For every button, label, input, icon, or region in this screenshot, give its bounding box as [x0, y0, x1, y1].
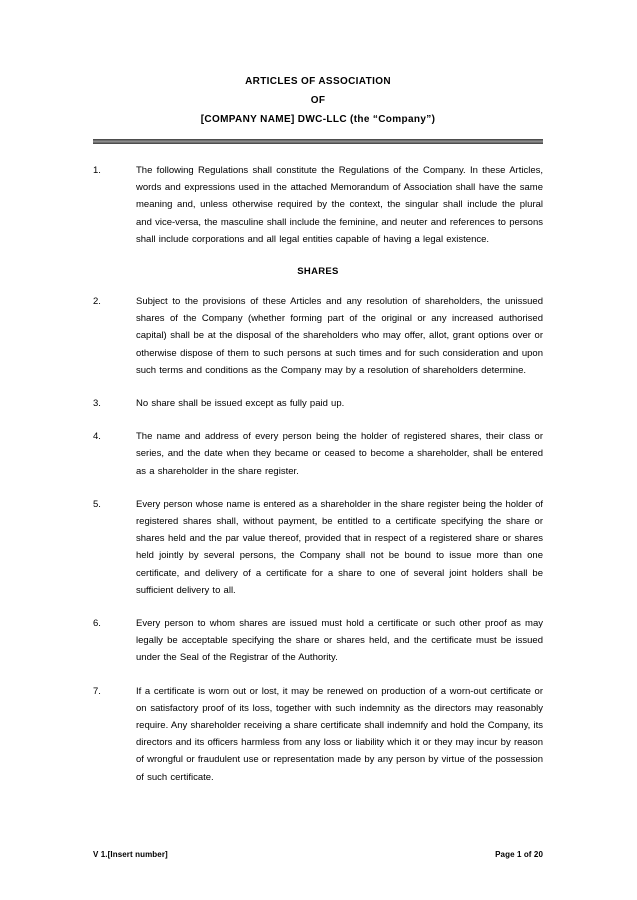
title-divider-rule — [93, 139, 543, 144]
clause-text: The name and address of every person being the holder of registered shares, their class or series, and the date when they became or ceased to become a shareholder, shall be entered as a shareholder in the share register. — [136, 431, 543, 477]
section-heading-shares: SHARES — [297, 266, 339, 278]
clause-2 — [93, 293, 543, 379]
title-line-1: ARTICLES OF ASSOCIATION — [245, 76, 391, 87]
clause-1 — [93, 162, 543, 248]
clause-text: Every person whose name is entered as a shareholder in the share register being the holder of registered shares shall, without payment, be entitled to a certificate specifying the share or shares held and the par value thereof, provided that in respect of a registered share or shares held jointly by several persons, the Company shall not be bound to issue more than one certificate, and delivery of a certificate for a share to one of several joint holders shall be sufficient delivery to all. — [136, 498, 543, 596]
clause-text: No share shall be issued except as fully paid up. — [136, 398, 345, 410]
footer-page-number: Page 1 of 20 — [495, 850, 543, 859]
clause-number: 6. — [93, 618, 101, 630]
clause-number: 7. — [93, 685, 101, 697]
page-footer — [93, 850, 543, 859]
document-title-block — [93, 72, 543, 129]
clause-text: Subject to the provisions of these Articles and any resolution of shareholders, the unissued shares of the Company (whether forming part of the original or any increased authorised capital) shall be at the disposal of the shareholders who may offer, allot, grant options over or otherwise dispose of them to such persons at such times and for such consideration and upon such terms and conditions as the Company may by a resolution of shareholders determine. — [136, 296, 543, 376]
footer-version: V 1.[Insert number] — [93, 850, 168, 859]
clause-number: 5. — [93, 498, 101, 510]
clause-text: If a certificate is worn out or lost, it may be renewed on production of a worn-out certificate or on satisfactory proof of its loss, together with such indemnity as the directors may reasonably require. Any shareholder receiving a share certificate shall indemnify and hold the Company, its directors and its officers harmless from any loss or liability which it or they may incur by reason of wrongful or fraudulent use or representation made by any person by virtue of the possession of such certificate. — [136, 685, 543, 783]
clause-number: 3. — [93, 398, 101, 410]
clause-5 — [93, 496, 543, 599]
clause-3 — [93, 395, 543, 412]
clause-text: The following Regulations shall constitute the Regulations of the Company. In these Articles, words and expressions used in the attached Memorandum of Association shall have the same meaning and, unless otherwise required by the context, the singular shall include the plural and vice-versa, the masculine shall include the feminine, and neuter and references to persons shall include corporations and all legal entities capable of having a legal existence. — [136, 165, 543, 245]
document-body — [93, 162, 543, 802]
clause-4 — [93, 428, 543, 480]
title-line-2: OF — [310, 95, 326, 106]
clause-6 — [93, 615, 543, 667]
clause-text: Every person to whom shares are issued must hold a certificate or such other proof as may legally be acceptable specifying the share or shares held, and the certificate must be issued under the Seal of the Registrar of the Authority. — [136, 618, 543, 664]
clause-number: 1. — [93, 165, 101, 176]
divider-bar-bottom — [93, 143, 543, 144]
title-line-3: [COMPANY NAME] DWC-LLC (the “Company”) — [200, 114, 436, 125]
clause-7 — [93, 683, 543, 786]
clause-number: 4. — [93, 431, 101, 443]
clause-number: 2. — [93, 296, 101, 308]
